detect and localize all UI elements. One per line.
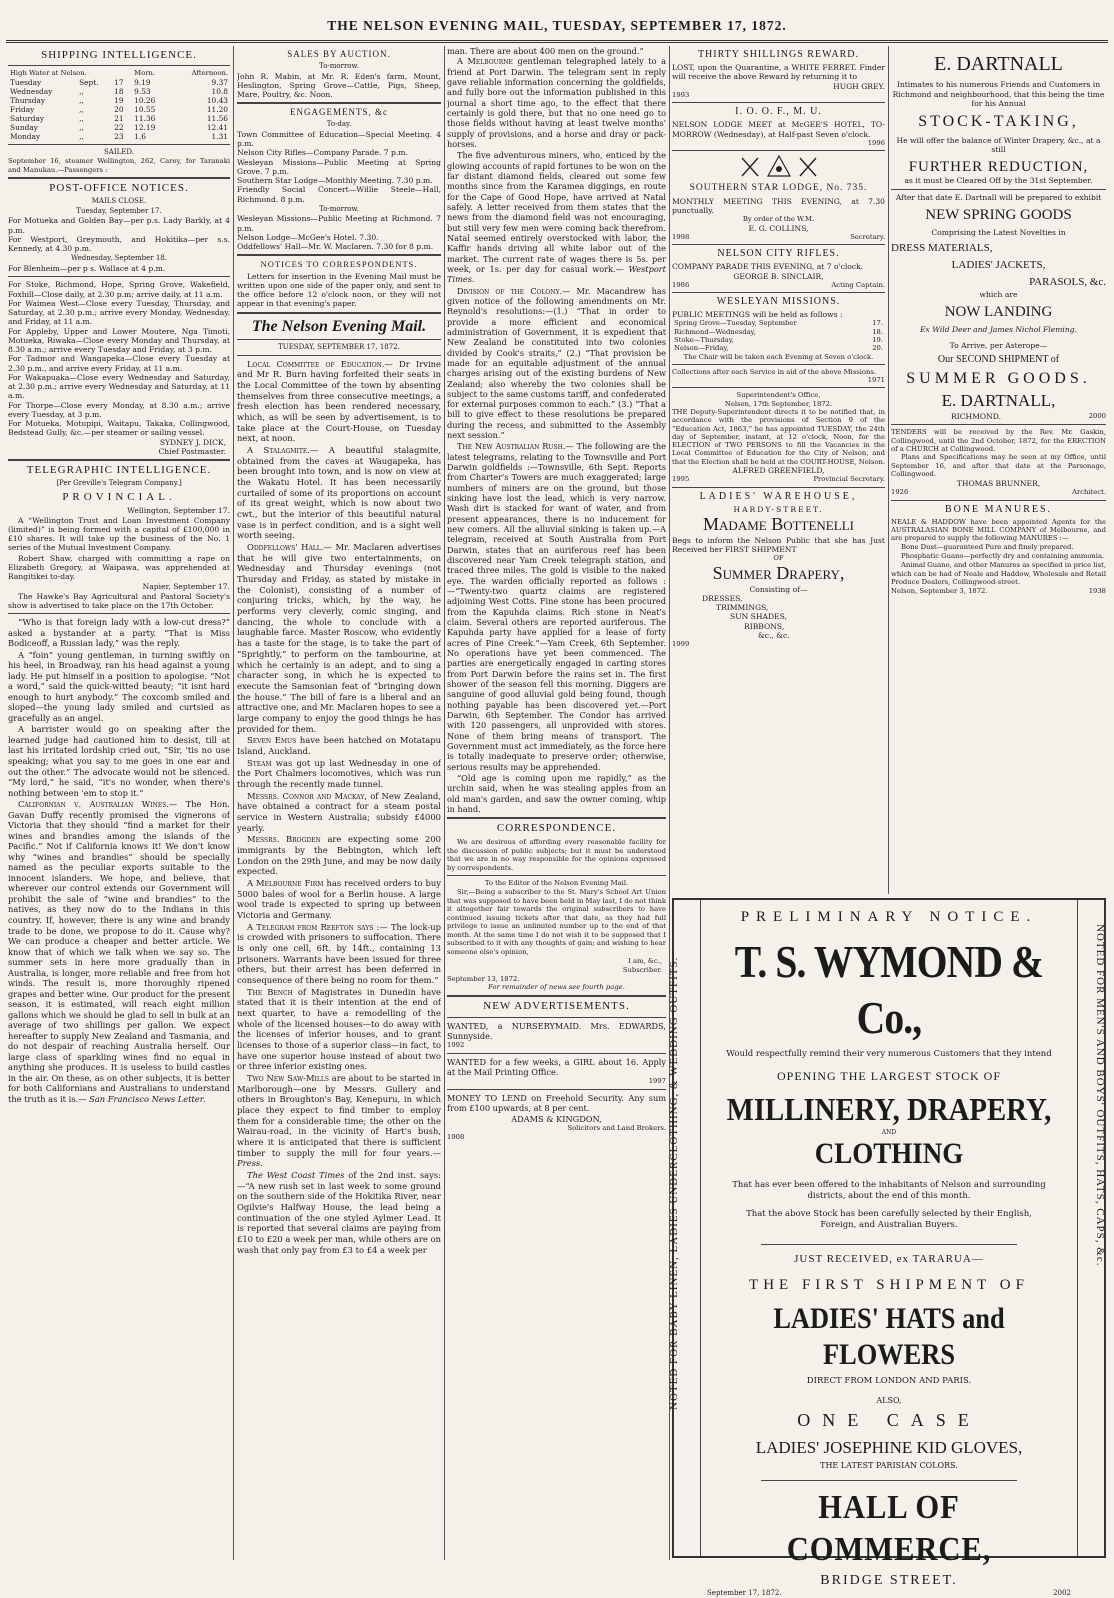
ad-signature-title: Solicitors and Land Brokers. [447,1124,666,1133]
article-head: Messrs. Brogden [247,834,321,844]
dartnall-signature: E. DARTNALL, [891,391,1106,412]
engagement-item: Nelson City Rifles—Company Parade. 7 p.m. [237,148,441,157]
second-shipment: Our SECOND SHIPMENT of [891,354,1106,366]
wesleyan-place: Nelson—Friday, [672,344,863,352]
wymond-direct: DIRECT FROM LONDON AND PARIS. [701,1376,1077,1386]
tide-row [8,114,230,123]
article-source: Westport Times. [447,264,666,284]
ad-number: 1998 [672,233,689,241]
sailed-text: September 16, steamer Wellington, 262, Carey, for Taranaki and Manukau.—Passengers : [8,157,230,174]
article-head: A Melbourne [457,56,513,66]
notices-heading: NOTICES TO CORRESPONDENTS. [237,259,441,269]
bone-date: Nelson, September 3, 1872. [891,587,988,595]
warehouse-consisting: Consisting of— [672,585,885,594]
letter-address: To the Editor of the Nelson Evening Mail. [447,879,666,888]
column-1 [8,46,230,1106]
article-text: have been hatched on Motatapu Island, Auckland. [237,735,441,756]
post-notice: For Thorpe—Close every Monday, at 8.30 a.m.; arrive every Tuesday, at 3 p.m. [8,401,230,420]
warehouse-item: SUN SHADES, [702,612,885,621]
tide-row [8,123,230,132]
wymond-one-case: ONE CASE [701,1410,1077,1432]
tide-date: 22 [112,123,132,132]
engagement-item: Southern Star Lodge—Monthly Meeting. 7.30 p.m. [237,176,441,185]
date-wednesday: Wednesday, September 18. [8,254,230,263]
tide-label: High Water at Nelson. [8,69,132,77]
new-spring-goods: NEW SPRING GOODS [891,206,1106,224]
telegram-item: The Hawke's Bay Agricultural and Pastoral Society's show is advertised to take place on the 17th October. [8,592,230,611]
article-head: Californian v. Australian Wines.— [18,799,177,809]
sailed-heading: SAILED. [8,148,230,157]
summer-goods: SUMMER GOODS. [891,369,1106,389]
wymond-name: T. S. WYMOND & Co., [727,934,1050,1046]
dress-materials: DRESS MATERIALS, [891,242,1106,255]
article-text: are expecting some 200 immigrants by the Bebington, which left London on the 29th June, and may be now daily expected. [237,834,441,876]
super-text: THE Deputy-Superintendent directs it to be notified that, in accordance with the provisions of Section 9 of the “Education Act, 1863,” he has appointed TUESDAY, the 24th day of September, instant, at 12 o'clock, Noon, for the ELECTION of TWO PERSONS to fill the Vacancies in the Local Committee of Education for the City of Nelson, and that the Election shall be held at the COURT-HOUSE, Nelson. [672,408,885,466]
sub-heading: To-morrow. [237,205,441,214]
letter-text: Sir,—Being a subscriber to the St. Mary's School Art Union that was supposed to have been held in May last, I do not think it altogether fair towards the original subscribers to have continued issuing tickets after that date, as they had full privilege to issue an unlimited number up to the end of that month. At the same time I do not wish it to be supposed that I subscribed to it with any thoughts of gain; and wishing to hear someone else's opinion, [447,888,666,957]
date-tuesday: Tuesday, September 17. [8,207,230,216]
ad-number: 1999 [672,640,885,648]
dartnall-offer: He will offer the balance of Winter Drapery, &c., at a still [891,136,1106,155]
wymond-colors: THE LATEST PARISIAN COLORS. [701,1461,1077,1471]
tide-date: 21 [112,114,132,123]
wymond-advertisement [672,898,1106,1558]
warehouse-item: TRIMMINGS, [702,603,885,612]
postmaster-title: Chief Postmaster. [8,447,230,456]
ad-number: 1908 [447,1133,666,1142]
engagement-item: Wesleyan Missions—Public Meeting at Spring Grove. 7 p.m. [237,158,441,177]
telegram-item: Robert Shaw, charged with committing a rape on Elizabeth Gregory, at Waipawa, was apprehended at Rangitikei to-day. [8,554,230,582]
super-role: Provincial Secretary. [813,475,885,483]
reward-name: HUGH GREY. [672,82,885,91]
tide-morn: 12.19 [132,123,170,132]
lodge-signature: E. G. COLLINS, [672,224,885,233]
article-text: “Old age is coming upon me rapidly,” as the urchin said, when he was stealing apples from an old man's garden, and saw the owner coming, whip in hand. [447,773,666,814]
classified-ad: WANTED, a NURSERYMAID. Mrs. EDWARDS, Sunnyside. [447,1021,666,1042]
reward-text: LOST, upon the Quarantine, a WHITE FERRET. Finder will receive the above Reward by returning it to [672,63,885,82]
ad-number: 1996 [672,139,885,147]
ad-number: 1997 [447,1077,666,1086]
parasols: PARASOLS, &c. [891,276,1106,289]
correspondence-heading: CORRESPONDENCE. [447,822,666,836]
tide-morn: 10.55 [132,105,170,114]
new-ads-heading: NEW ADVERTISEMENTS. [447,1000,666,1014]
post-notice: For Motueka and Golden Bay—per p.s. Lady Barkly, at 4 p.m. [8,216,230,235]
article-text: gentleman telegraphed lately to a friend at Port Darwin. The telegram sent in reply gave reliable information concerning the goldfields, and fully bore out the information published in this journal a short time ago, to the effect that there certainly is gold there, but that no one need go to those fields without having at least twelve months' supply of provisions, and a horse and dray or pack-horses. [447,56,666,149]
correspondence-note: We are desirous of affording every reasonable facility for the discussion of public subjects; but it must be understood that we are in no way responsible for the opinions expressed by correspondents. [447,838,666,872]
warehouse-big: Summer Drapery, [672,563,885,585]
wymond-millinery: MILLINERY, DRAPERY, [720,1090,1058,1129]
sales-item: John R. Mabin, at Mr. R. Eden's farm, Mount, Heslington, Spring Grove—Cattle, Pigs, Sheep, Mare, Poultry, &c. Noon. [237,72,441,100]
column-rule [444,46,445,1560]
wesleyan-row [672,328,885,336]
wymond-and: AND [701,1129,1077,1136]
rifles-rank: Acting Captain. [831,281,885,289]
warehouse-heading: LADIES' WAREHOUSE, [672,491,885,503]
wesleyan-row [672,344,885,352]
telegraphic-heading: TELEGRAPHIC INTELLIGENCE. [8,464,230,477]
column-3 [447,46,666,1141]
ad-number: 2000 [1089,412,1106,421]
more-news-note: For remainder of news see fourth page. [488,983,625,991]
article-text: man. There are about 400 men on the ground.” [447,46,666,56]
tenders-role: Architect. [1072,488,1106,496]
wymond-date: September 17, 1872. [707,1589,782,1598]
tenders-text: Plans and Specifications may be seen at my Office, until September 16, and after that date at the Parsonage, Collingwood. [891,453,1106,478]
article-text: A beautiful stalagmite, obtained from the caves at Waugapeka, has been brought into town, and is now on view at the Wakatu Hotel. It has been necessarily curtailed of some of its proportions on account of its great weight, which is now about two cwt., but the interior of this beautiful natural vase is in perfect condition, and is a sight well worth seeing. [237,445,441,540]
warehouse-item: &c., &c. [702,631,885,640]
article-head: A Telegram from Reefton says :— [247,922,388,932]
tide-row [8,96,230,105]
wymond-hats: LADIES' HATS and FLOWERS [724,1301,1055,1374]
article-head: Division of the Colony.— [457,286,570,296]
wesleyan-place: Stoke—Thursday, [672,336,863,344]
post-office-heading: POST-OFFICE NOTICES. [8,182,230,195]
tide-morn: 9.53 [132,87,170,96]
dateline: Wellington, September 17. [8,506,230,515]
ad-number: 1926 [891,488,908,496]
post-notice: For Waimea West—Close every Tuesday, Thursday, and Saturday, at 2.30 p.m.; arrive every Monday, Wednesday, and Friday, at 11 a.m. [8,299,230,327]
masthead: THE NELSON EVENING MAIL, TUESDAY, SEPTEMBER 17, 1872. [0,0,1114,38]
wesleyan-text: PUBLIC MEETINGS will be held as follows : [672,310,885,319]
post-notice: For Blenheim—per p s. Wallace at 4 p.m. [8,264,230,273]
tide-aft: 10.43 [170,96,230,105]
article-head: The Bench [247,987,293,997]
wymond-gloves: LADIES' JOSEPHINE KID GLOVES, [701,1438,1077,1459]
dartnall-heading: E. DARTNALL [891,52,1106,76]
richmond: RICHMOND. [891,412,1001,421]
bridge-street: BRIDGE STREET. [701,1572,1077,1589]
tide-aft: 9.37 [170,78,230,87]
rifles-heading: NELSON CITY RIFLES. [672,248,885,260]
article-text: Mr. Maclaren advertises that he will give two entertainments, on Wednesday and Thursday evenings (not Thursday and Friday, as stated by mistake in the Colonist), consisting of a number of conjuring tricks, which, by the way, he performs very cleverly, comic singing, and dancing, the whole to conclude with a laughable farce. Master Roscow, who evidently has a taste for the stage, is to take the part of “Sprightly,” to perform on the tambourine, at which he certainly is an adept, and to sing a character song, in which he is expected to execute the Samsonian feat of “bringing down the house.” The bill of fare is a liberal and an attractive one, and Mr. Maclaren hopes to see a large company to enjoy the good things he has provided for them. [237,542,441,733]
rifles-signature: GEORGE B. SINCLAIR, [672,272,885,281]
tide-row [8,87,230,96]
tide-row [8,132,230,141]
ship-names: Ex Wild Deer and James Nichol Fleming. [891,325,1106,334]
warehouse-of: OF [672,554,885,562]
wymond-first: THE FIRST SHIPMENT OF [701,1276,1077,1294]
article-head: Two New Saw-Mills [247,1073,329,1083]
hall-of-commerce: HALL OF COMMERCE, [720,1487,1058,1570]
tide-day: Wednesday [8,87,77,96]
wymond-clothing: CLOTHING [720,1136,1058,1173]
mails-close: MAILS CLOSE. [8,197,230,206]
engagement-item: Town Committee of Education—Special Meeting. 4 p.m. [237,130,441,149]
ad-number: 1986 [672,281,689,289]
article-head: Steam [247,758,272,768]
article-text: The lock-up is crowded with prisoners to suffocation. There is only one cell, 6ft. by 14ft., containing 13 prisoners. Warrants have been issued for three others, but their arrest has been deferred in consequence of there being no room for them.” [237,922,441,985]
notices-text: Letters for insertion in the Evening Mail must be written upon one side of the paper only, and sent to the office before 12 o'clock noon, or they will not appear in that evening's paper. [237,272,441,309]
letter-date: September 13, 1872. [447,975,666,984]
tide-date: 20 [112,105,132,114]
column-2 [237,46,441,1256]
ad-number: 1995 [672,475,689,483]
tide-month: ,, [77,123,112,132]
telegram-item: A “Wellington Trust and Loan Investment Company (limited)” is being formed with a capital of £100,000 in £10 shares. It will take up the business of the No. 1 series of the Mutual Investment Company. [8,516,230,553]
ad-number: 1938 [1089,587,1106,595]
wesleyan-date: 17. [863,319,885,327]
article-head: Messrs. Connor and Mackay, [247,791,367,801]
article-paragraph: A “foin” young gentleman, in turning swiftly on his heel, in Broadway, ran his head against a young lady. He put himself in a position to apologise. “Not a word,” said the quick-witted beauty; “it isnt hard enough to hurt anybody.” The coxcomb smiled and sloped—the young lady smiled and curtsied as gracefully as an angel. [8,650,230,724]
article-paragraph: The Hon. Gavan Duffy recently promised the vignerons of Victoria that they should “find a market for their wines and brandies among the islands of the Pacific.” Not if California knows it! We don't know why “wines and brandies” should be specially named as the peculiar exports suitable to the innocent islanders. We hope, and believe, that wherever our control extends our Government will prohibit the sale of “wine and brandies” to the natives, as they now do to the Indians in this country. If, however, there is any wine and brandy trade to be done, we propose to do it. Cause why? We can produce a cheaper and better article. We know that of which we talk when we say so. The summer sets in here more gradually than in Australia, is longer, more reliable and free from hot winds. The result is, more thoroughly ripened grapes and better wine. Our product for the present season, it is estimated, will reach eight million gallons which we should be glad to sell in bulk at an average of two shillings per gallon. We expect hereafter to supply New Zealand and Tasmania, and do not despair of reaching Australia herself. Our large class of sparkling wines find no equal in anything she produces. It is useless to build castles in the air. On these, as on other subjects, it is better for both Californians and Australians to understand the truth as it is.— [8,799,230,1104]
wesleyan-date: 20. [863,344,885,352]
tide-morn: 11.36 [132,114,170,123]
sub-heading: To-morrow. [237,62,441,71]
engagement-item: Oddfellows' Hall—Mr. W. Maclaren. 7.30 for 8 p.m. [237,242,441,251]
article-source: Press. [237,1158,263,1168]
dateline: Napier, September 17. [8,582,230,591]
article-text: of New Zealand, have obtained a contract for a steam postal service in Western Australia; subsidy £4000 yearly. [237,791,441,833]
masthead-rule [6,40,1108,43]
tide-row [8,105,230,114]
tide-date: 18 [112,87,132,96]
post-notice: For Tadmor and Wangapeka—Close every Tuesday at 2.30 p.m., and arrive every Friday, at 11 a.m. [8,354,230,373]
article-head: Oddfellows' Hall.— [247,542,332,552]
article-head: The New Australian Rush.— [457,441,574,451]
super-date: Nelson, 17th September, 1872. [672,400,885,408]
rifles-text: COMPANY PARADE THIS EVENING, at 7 o'clock. [672,262,885,271]
ad-number: 1993 [672,91,885,99]
classified-ad: MONEY TO LEND on Freehold Security. Any sum from £100 upwards, at 8 per cent. [447,1093,666,1114]
dartnall-after: After that date E. Dartnall will be prepared to exhibit [891,193,1106,202]
stock-taking: STOCK-TAKING, [891,112,1106,132]
article-text: are about to be started in Marlborough—one by Messrs. Gullery and others in Broughton's Bay, Kenepuru, in which place they expect to find timber to employ them for a considerable time; the other on the Wairau-road, in the vicinity of Hart's bush, where it is anticipated that there is sufficient timber to supply the mill for four years.— [237,1073,441,1158]
post-notice: For Motueka, Motupipi, Waitapu, Takaka, Collingwood, Bedstead Gully, &c.—per steamer or sailing vessel. [8,419,230,438]
bone-item: Animal Guano, and other Manures as specified in price list, which can be had of Neale and Haddow, Wholesale and Retail Produce Dealers, Collingwood-street. [891,561,1106,586]
masonic-emblem-icon [734,154,824,180]
tide-day: Thursday [8,96,77,105]
side-text-right: NOTED FOR MEN'S AND BOYS' OUTFITS, HATS, CAPS, &c. [1093,924,1106,1424]
post-notice: For Stoke, Richmond, Hope, Spring Grove, Wakefield, Foxhill—Close daily, at 2.30 p.m; arrive daily, at 11 a.m. [8,280,230,299]
post-notice: For Westport, Greymouth, and Hokitika—per s.s. Kennedy, at 4.30 p.m. [8,235,230,254]
article-head: Local Committee of Education.— [247,359,393,369]
bone-item: Bone Dust—guaranteed Pure and finely prepared. [891,543,1106,551]
wesleyan-heading: WESLEYAN MISSIONS. [672,296,885,308]
to-arrive: To Arrive, per Asterope— [891,341,1106,350]
bone-item: Phosphatic Guano—perfectly dry and containing ammonia. [891,552,1106,560]
wesleyan-place: Spring Grove—Tuesday, September [672,319,863,327]
article-text: Mr. Macandrew has given notice of the following amendments on Mr. Reynold's resolutions:—(1.) “That in order to provide a more efficient and economical administration of Government, it is expedient that New Zealand be constituted into two colonies divided by Cook's straits,” (2.) “That provision be made for an equitable adjustment of the annual charges arising out of the existing burdens of New Zealand; also whereby the two colonies shall be subject to the same customs tariff, and confederated for external purposes common to each.” (3.) “That a bill to give effect to these resolutions be prepared during the recess, and submitted to the Assembly next session.” [447,286,666,441]
bone-heading: BONE MANURES. [891,504,1106,516]
tide-aft: 10.8 [170,87,230,96]
warehouse-item: DRESSES, [702,594,885,603]
tide-aft: 1.31 [170,132,230,141]
article-head: The West Coast Times [247,1170,344,1180]
dartnall-text: Intimates to his numerous Friends and Customers in Richmond and neighbourhood, that this being the time for his Annual [891,80,1106,108]
wesleyan-chair: The Chair will be taken each Evening at Seven o'clock. [672,353,885,361]
tenders-signature: THOMAS BRUNNER, [891,479,1106,488]
tide-date: 23 [112,132,132,141]
tide-day: Sunday [8,123,77,132]
engagement-item: Nelson Lodge—McGee's Hotel. 7.30. [237,233,441,242]
which-are: which are [891,290,1106,299]
further-reduction: FURTHER REDUCTION, [891,158,1106,176]
warehouse-text: Begs to inform the Nelson Public that she has Just Received her FIRST SHIPMENT [672,536,885,555]
tide-aft: 12.41 [170,123,230,132]
dartnall-clear: as it must be Cleared Off by the 31st September. [891,176,1106,185]
ladies-jackets: LADIES' JACKETS, [891,259,1106,272]
paper-date: TUESDAY, SEPTEMBER 17, 1872. [237,343,441,352]
tide-aft-header: Afternoon. [170,69,230,77]
engagement-item: Wesleyan Missions—Public Meeting at Richmond. 7 p.m. [237,214,441,233]
engagement-item: Friendly Social Concert—Willie Steele—Hall, Richmond. 8 p.m. [237,185,441,204]
wymond-opening: OPENING THE LARGEST STOCK OF [701,1069,1077,1084]
tide-morn: 10.26 [132,96,170,105]
article-text: has received orders to buy 5000 bales of wool for a Berlin house. A large wool trade is expected to spring up between Victoria and Germany. [237,878,441,920]
wymond-received: JUST RECEIVED, ex TARARUA— [701,1253,1077,1266]
lodge-order: By order of the W.M. [672,215,885,223]
article-paragraph: “Who is that foreign lady with a low-cut dress?” asked a bystander at a party. “That is Miss Bodiceoff, a Russian lady,” was the reply. [8,617,230,649]
wesleyan-row [672,336,885,344]
lodge-heading: SOUTHERN STAR LODGE, No. 735. [672,183,885,195]
ad-number: 1971 [672,376,885,384]
article-text: of Magistrates in Dunedin have stated that it is their intention at the end of next quarter, to have a remodelling of the whole of the licensed houses—to do away with the licenses of inferior houses, and to grant licenses to those of a superior class—in fact, to have one superior house instead of about two or three inferior existing ones. [237,987,441,1072]
article-text: Dr Irvine and Mr R. Burn having forfeited their seats in the Local Committee of the town by absenting themselves from three consecutive meetings, a fresh election has been rendered necessary, which, as will be seen by advertisement, is to take place at the Court-House, on Tuesday next, at noon. [237,359,441,444]
column-rule [888,46,889,894]
tide-month: Sept. [77,78,112,87]
wymond-also: ALSO, [701,1396,1077,1406]
tide-day: Saturday [8,114,77,123]
tide-date: 19 [112,96,132,105]
warehouse-items [672,594,885,640]
article-text: The following are the latest telegrams, relating to the Townsville and Port Darwin goldfields :—Townsville, 6th Sept. Reports from Charter's Towers are much exaggerated; large numbers of miners are on the ground, but those sinking have lost the lead, which is very narrow. Wash dirt is stacked for want of water, and from present appearances, there is no inducement for new comers. All the alluvial sinking is taken up.—A telegram, received at South Australia from Port Darwin, states that an auriferous reef has been discovered near Yam Creek telegraph station, and traced three miles. The gold is visible to the naked eye. The warden officially reported as follows :—“Twenty-two quartz claims are registered adjoining West Cotts. Fine stone has been procured from the Kapuhda claims. Rich stone in Neat's claim. Several others are reported auriferous. The Kapuhda party have applied for a lease of forty acres of Pine Creek.”—Yam Creek, 6th September. No operations have yet been commenced. The parties are energetically engaged in carting stores from Port Darwin before the rains set in. The first shower of the season fell this morning. Diggers are sanguine of good alluvial gold being found, though nothing payable has been discovered yet.—Port Darwin, 6th September. The Condor has arrived with 120 passengers, all unprovided with stores. None of them bring means of transport. The Government must act immediately, as the force here is totally inadequate to preserve order; otherwise, serious results may be apprehended. [447,441,666,771]
tide-day: Tuesday [8,78,77,87]
postmaster-name: SYDNEY J. DICK, [8,438,230,447]
lodge-secretary: Secretary. [850,233,885,241]
post-notice: For Wakapuaka—Close every Wednesday and Saturday, at 2.30 p.m.; arrive every Wednesday and Saturday, at 11 a.m. [8,373,230,401]
tenders-text: TENDERS will be received by the Rev. Mr. Gaskin, Collingwood, until the 2nd October, 1872, for the ERECTION of a CHURCH at Collingwood. [891,428,1106,453]
tide-month: ,, [77,105,112,114]
ad-number: 2002 [1053,1589,1071,1598]
tide-day: Friday [8,105,77,114]
telegram-source: [Per Greville's Telegram Company.] [8,479,230,488]
warehouse-name: Madame Bottenelli [672,514,885,536]
wesleyan-row [672,319,885,327]
classified-ad: WANTED for a few weeks, a GIRL about 16. Apply at the Mail Printing Office. [447,1057,666,1078]
article-paragraph: A barrister would go on speaking after the learned judge had cautioned him to desist, till at last his irritated lordship cried out, “Sir, 'tis no use speaking; what you say to me goes in one ear and out the other.” The advocate would not be silenced. “My lord,” he said, “it's no wonder, when there's nothing between 'em to stop it.” [8,724,230,798]
tide-table [8,69,230,141]
article-source: San Francisco News Letter. [89,1094,205,1104]
iof-heading: I. O. O. F., M. U. [672,106,885,118]
wesleyan-date: 18. [863,328,885,336]
tide-morn-header: Morn. [132,69,170,77]
letter-signature: Subscriber. [447,966,666,975]
article-text: of the 2nd inst. says:—“A new rush set in last week to some ground on the southern side of the Hokitika River, near Ogilvie's Halfway House, the lead being a continuation of the one styled Aylmer Lead. It is reported that several claims are paying from £10 to £20 a week per man, while others are on wash that only pay from £3 to £4 a week per [237,1170,441,1255]
warehouse-street: HARDY-STREET. [672,505,885,514]
tide-morn: 9.19 [132,78,170,87]
tide-aft: 11.56 [170,114,230,123]
ad-signature: ADAMS & KINGDON, [447,1114,666,1124]
column-5 [891,46,1106,896]
shipping-heading: SHIPPING INTELLIGENCE. [8,49,230,62]
tide-month: ,, [77,87,112,96]
super-signature: ALFRED GREENFIELD, [672,466,885,475]
tide-row [8,78,230,87]
tide-day: Monday [8,132,77,141]
tide-aft: 11.20 [170,105,230,114]
wesleyan-table [672,319,885,352]
article-text: The five adventurous miners, who, enticed by the glowing accounts of rapid fortunes to be won on the far distant diamond fields, cleared out some few months since from the Karamea diggings, en route for the Cape of Good Hope, have arrived at Natal safely. A letter received from them states that the news from the diamond field was not encouraging, but still very few men were coming back therefrom. Natal seemed entirely overstocked with labor, the Kaffir hands driving all white labor out of the market. The current rate of wages there is 5s. per week, or 1s. per day for casual work.— [447,150,666,274]
engagements-heading: ENGAGEMENTS, &c [237,107,441,118]
ad-number: 1992 [447,1041,666,1050]
wesleyan-place: Richmond—Wednesday, [672,328,863,336]
reward-heading: THIRTY SHILLINGS REWARD. [672,49,885,61]
paper-title: The Nelson Evening Mail. [237,317,441,337]
wymond-offered: That has ever been offered to the inhabitants of Nelson and surrounding districts, about the end of this month. [731,1180,1047,1201]
column-rule [233,46,234,1560]
post-notice: For Appleby, Upper and Lower Moutere, Nga Timoti, Motueka, Riwaka—Close every Monday and Thursday, at 8.30 a.m.; arrive every Tuesday and Friday, at 3 p.m. [8,327,230,355]
tide-morn: 1.6 [132,132,170,141]
provincial-heading: PROVINCIAL. [8,491,230,504]
warehouse-item: RIBBONS, [702,622,885,631]
side-text-left: NOTED FOR BABY LINEN, LADIES UNDERCLOTHING, & WEDDING OUTFITS. [668,910,681,1410]
iof-text: NELSON LODGE MEET at McGEE'S HOTEL, TO-MORROW (Wednesday), at Half-past Seven o'clock. [672,120,885,139]
article-head: A Melbourne Firm [247,878,323,888]
letter-signoff: I am, &c., [447,957,666,966]
preliminary-notice: PRELIMINARY NOTICE. [701,908,1077,926]
sales-heading: SALES BY AUCTION. [237,49,441,60]
dartnall-comprising: Comprising the Latest Novelties in [891,228,1106,237]
article-text: was got up last Wednesday in one of the Port Chalmers locomotives, which was run through the recently made tunnel. [237,758,441,789]
tide-month: ,, [77,96,112,105]
tide-date: 17 [112,78,132,87]
wesleyan-date: 19. [863,336,885,344]
wymond-selected: That the above Stock has been carefully selected by their English, Foreign, and Australian Buyers. [731,1209,1047,1230]
article-head: Seven Emus [247,735,296,745]
column-4 [672,46,885,896]
tide-month: ,, [77,132,112,141]
sub-heading: To-day. [237,120,441,129]
super-office: Superintendent's Office, [672,391,885,399]
tide-month: ,, [77,114,112,123]
article-head: A Stalagmite.— [247,445,318,455]
wymond-remind: Would respectfully remind their very numerous Customers that they intend [701,1049,1077,1059]
lodge-text: MONTHLY MEETING THIS EVENING, at 7.30 punctually. [672,197,885,216]
bone-text: NEALE & HADDOW have been appointed Agents for the AUSTRALASIAN BONE MILL COMPANY of Melbourne, and are prepared to supply the following MANURES :— [891,518,1106,543]
now-landing: NOW LANDING [891,303,1106,321]
wesleyan-collections: Collections after each Service in aid of the above Missions. [672,368,885,376]
